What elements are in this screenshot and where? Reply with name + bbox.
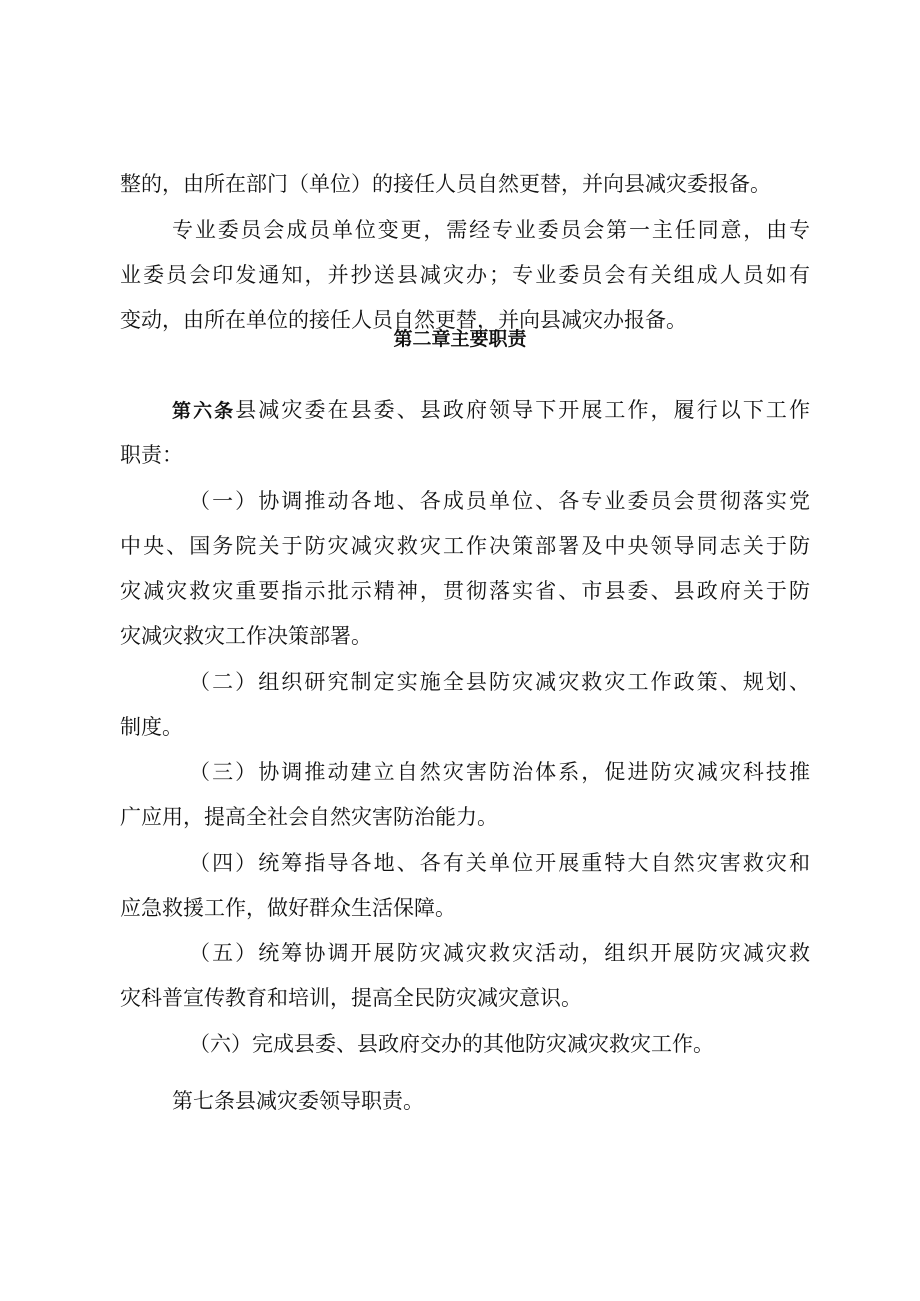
chapter-heading: 第二章主要职责 xyxy=(393,328,527,350)
paragraph-line: （六）完成县委、县政府交办的其他防灾减灾救灾工作。 xyxy=(189,1032,714,1056)
paragraph-line: 灾减灾救灾工作决策部署。 xyxy=(120,624,372,648)
paragraph-line: （五）统筹协调开展防灾减灾救灾活动，组织开展防灾减灾救 xyxy=(189,941,810,965)
paragraph-line: 制度。 xyxy=(120,715,183,739)
paragraph-line: 业委员会印发通知，并抄送县减灾办；专业委员会有关组成人员如有 xyxy=(120,263,810,287)
paragraph-line: 中央、国务院关于防灾减灾救灾工作决策部署及中央领导同志关于防 xyxy=(120,534,810,558)
paragraph-line: （一）协调推动各地、各成员单位、各专业委员会贯彻落实党 xyxy=(189,489,810,513)
article-6-label: 第六条 xyxy=(172,400,236,422)
paragraph-line: 专业委员会成员单位变更，需经专业委员会第一主任同意，由专 xyxy=(172,218,810,242)
paragraph-line: （四）统筹指导各地、各有关单位开展重特大自然灾害救灾和 xyxy=(189,851,810,875)
article-6-text: 县减灾委在县委、县政府领导下开展工作，履行以下工作 xyxy=(235,398,810,422)
paragraph-line: （三）协调推动建立自然灾害防治体系，促进防灾减灾科技推 xyxy=(189,760,810,784)
paragraph-line: 职责： xyxy=(120,443,183,467)
article-6-line xyxy=(172,396,810,424)
paragraph-line: 广应用，提高全社会自然灾害防治能力。 xyxy=(120,805,498,829)
paragraph-line: 第七条县减灾委领导职责。 xyxy=(172,1089,424,1113)
paragraph-line: 整的，由所在部门（单位）的接任人员自然更替，并向县减灾委报备。 xyxy=(120,172,771,196)
paragraph-line: 变动，由所在单位的接任人员自然更替，并向县减灾办报备。 xyxy=(120,308,687,332)
paragraph-line: 应急救援工作，做好群众生活保障。 xyxy=(120,896,456,920)
paragraph-line: （二）组织研究制定实施全县防灾减灾救灾工作政策、规划、 xyxy=(189,670,810,694)
paragraph-line: 灾科普宣传教育和培训，提高全民防灾减灾意识。 xyxy=(120,986,582,1010)
paragraph-line: 灾减灾救灾重要指示批示精神，贯彻落实省、市县委、县政府关于防 xyxy=(120,579,810,603)
